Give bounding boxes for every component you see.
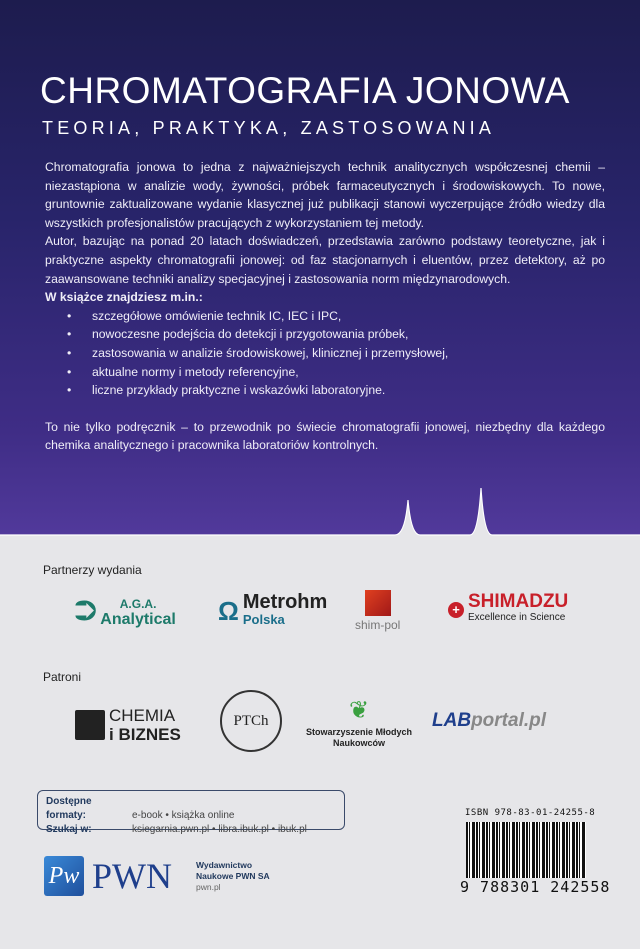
publisher-name-line1: Wydawnictwo <box>196 860 253 870</box>
pwn-logo <box>44 855 172 897</box>
labportal-logo: LAB portal.pl <box>432 710 547 731</box>
publisher-url: pwn.pl <box>196 882 221 892</box>
isbn-text: ISBN 978-83-01-24255-8 <box>465 808 596 818</box>
pwn-icon: Pw <box>44 856 84 896</box>
search-value: ksiegarnia.pwn.pl • libra.ibuk.pl • ibuk.pl <box>132 824 307 835</box>
partners-heading: Partnerzy wydania <box>43 563 142 577</box>
description-paragraph: Autor, bazując na ponad 20 latach doświadczeń, przedstawia zarówno podstawy teoretyczne, jak i praktyczne aspekty chromatografii jonowej: od faz stacjonarnych i eluentów, przez detektory, aż po zaawansowane techniki analizy specjacyjnej i zastosowania norm międzynarodowych. <box>45 234 605 286</box>
list-item: • nowoczesne podejścia do detekcji i przygotowania próbek, <box>67 325 605 344</box>
patrons-heading: Patroni <box>43 670 82 684</box>
book-description <box>45 158 605 455</box>
chemia-icon <box>75 710 105 740</box>
formats-label: Dostępne formaty: <box>46 796 92 821</box>
list-item: • szczegółowe omówienie technik IC, IEC i IPC, <box>67 307 605 326</box>
list-item: • aktualne normy i metody referencyjne, <box>67 363 605 382</box>
leaves-icon: ❦ <box>348 697 370 724</box>
description-paragraph: Chromatografia jonowa to jedna z najważniejszych technik analitycznych współczesnej chemii – niezastąpiona w analizie wody, żywności, próbek farmaceutycznych i środowiskowych. To nowe, gruntownie zaktualizowane wydanie klasycznej już publikacji stanowi wyczerpujące źródło wiedzy dla wszystkich profesjonalistów pracujących z wykorzystaniem tej metody. <box>45 160 605 230</box>
shim-pol-icon <box>365 590 391 616</box>
list-heading: W książce znajdziesz m.in.: <box>45 290 203 305</box>
formats-value: e-book • książka online <box>132 810 235 821</box>
chemia-i-biznes-logo: CHEMIA i BIZNES <box>75 706 181 744</box>
shimadzu-logo: + SHIMADZU Excellence in Science <box>448 594 568 626</box>
book-title: CHROMATOGRAFIA JONOWA <box>40 70 570 111</box>
ptch-seal-logo: PTCh <box>220 690 282 752</box>
formats-box <box>37 790 345 835</box>
list-item: • zastosowania w analizie środowiskowej, klinicznej i przemysłowej, <box>67 344 605 363</box>
search-label: Szukaj w: <box>46 824 92 835</box>
publisher-name-line2: Naukowe PWN SA <box>196 871 270 881</box>
omega-icon: Ω <box>218 595 239 626</box>
pwn-wordmark: PWN <box>92 856 172 896</box>
aga-icon: ⮊ <box>75 595 97 626</box>
list-item: • liczne przykłady praktyczne i wskazówki laboratoryjne. <box>67 381 605 400</box>
ean-number: 9 788301 242558 <box>460 878 611 896</box>
barcode <box>466 822 586 878</box>
feature-list <box>67 307 605 400</box>
shimadzu-icon: + <box>448 602 464 618</box>
shim-pol-logo: shim-pol <box>355 590 400 632</box>
chromatogram-peaks <box>0 480 640 550</box>
metrohm-logo: Ω Metrohm Polska <box>218 591 328 627</box>
aga-analytical-logo: ⮊ A.G.A. Analytical <box>75 595 176 628</box>
publisher-info <box>196 860 270 893</box>
book-subtitle: TEORIA, PRAKTYKA, ZASTOSOWANIA <box>42 118 496 138</box>
smn-logo: ❦ Stowarzyszenie Młodych Naukowców <box>306 697 413 748</box>
closing-paragraph: To nie tylko podręcznik – to przewodnik po świecie chromatografii jonowej, niezbędny dla każdego chemika analitycznego i pracownika laboratoriów kontrolnych. <box>45 419 605 453</box>
